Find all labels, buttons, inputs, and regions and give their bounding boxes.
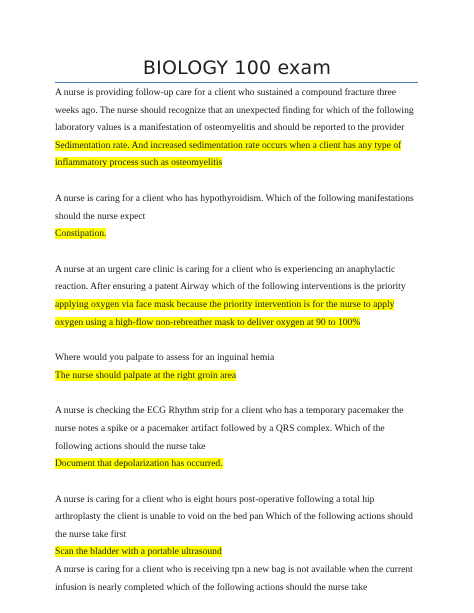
document-body <box>55 84 421 596</box>
document-title: BIOLOGY 100 exam <box>142 57 332 79</box>
question-text: A nurse is caring for a client who is receiving tpn a new bag is not available when the current infusion is nearly completed which of the following actions should the nurse take <box>55 564 413 593</box>
question-text: A nurse is providing follow-up care for a client who sustained a compound fracture three weeks ago. The nurse should recognize that an unexpected finding for which of the following laboratory values is a manifestation of osteomyelitis and should be reported to the provider <box>55 87 414 134</box>
highlighted-answer: Constipation. <box>55 228 107 240</box>
question-text: A nurse at an urgent care clinic is caring for a client who is experiencing an anaphylactic reaction. After ensuring a patent Airway which of the following interventions is the priority <box>55 263 406 293</box>
question-text: A nurse is caring for a client who has hypothyroidism. Which of the following manifestations should the nurse expect <box>55 192 414 222</box>
highlighted-answer: The nurse should palpate at the right groin area <box>55 369 237 381</box>
highlighted-answer: Document that depolarization has occurred. <box>55 458 223 470</box>
title-divider <box>55 82 418 83</box>
question-text: A nurse is caring for a client who is eight hours post-operative following a total hip arthroplasty the client is unable to void on the bed pan Which of the following actions should the nurse take first <box>55 493 413 540</box>
question-text: Where would you palpate to assess for an inguinal hemia <box>55 352 275 364</box>
highlighted-answer: Scan the bladder with a portable ultrasound <box>55 546 222 558</box>
highlighted-answer: Sedimentation rate. And increased sedimentation rate occurs when a client has any type of inflammatory process such as osteomyelitis <box>55 139 402 169</box>
question-text: A nurse is checking the ECG Rhythm strip for a client who has a temporary pacemaker the nurse notes a spike or a pacemaker artifact followed by a QRS complex. Which of the following actions should the nurse take <box>55 405 404 452</box>
highlighted-answer: applying oxygen via face mask because the priority intervention is for the nurse to apply oxygen using a high-flow non-rebreather mask to deliver oxygen at 90 to 100% <box>55 298 395 328</box>
